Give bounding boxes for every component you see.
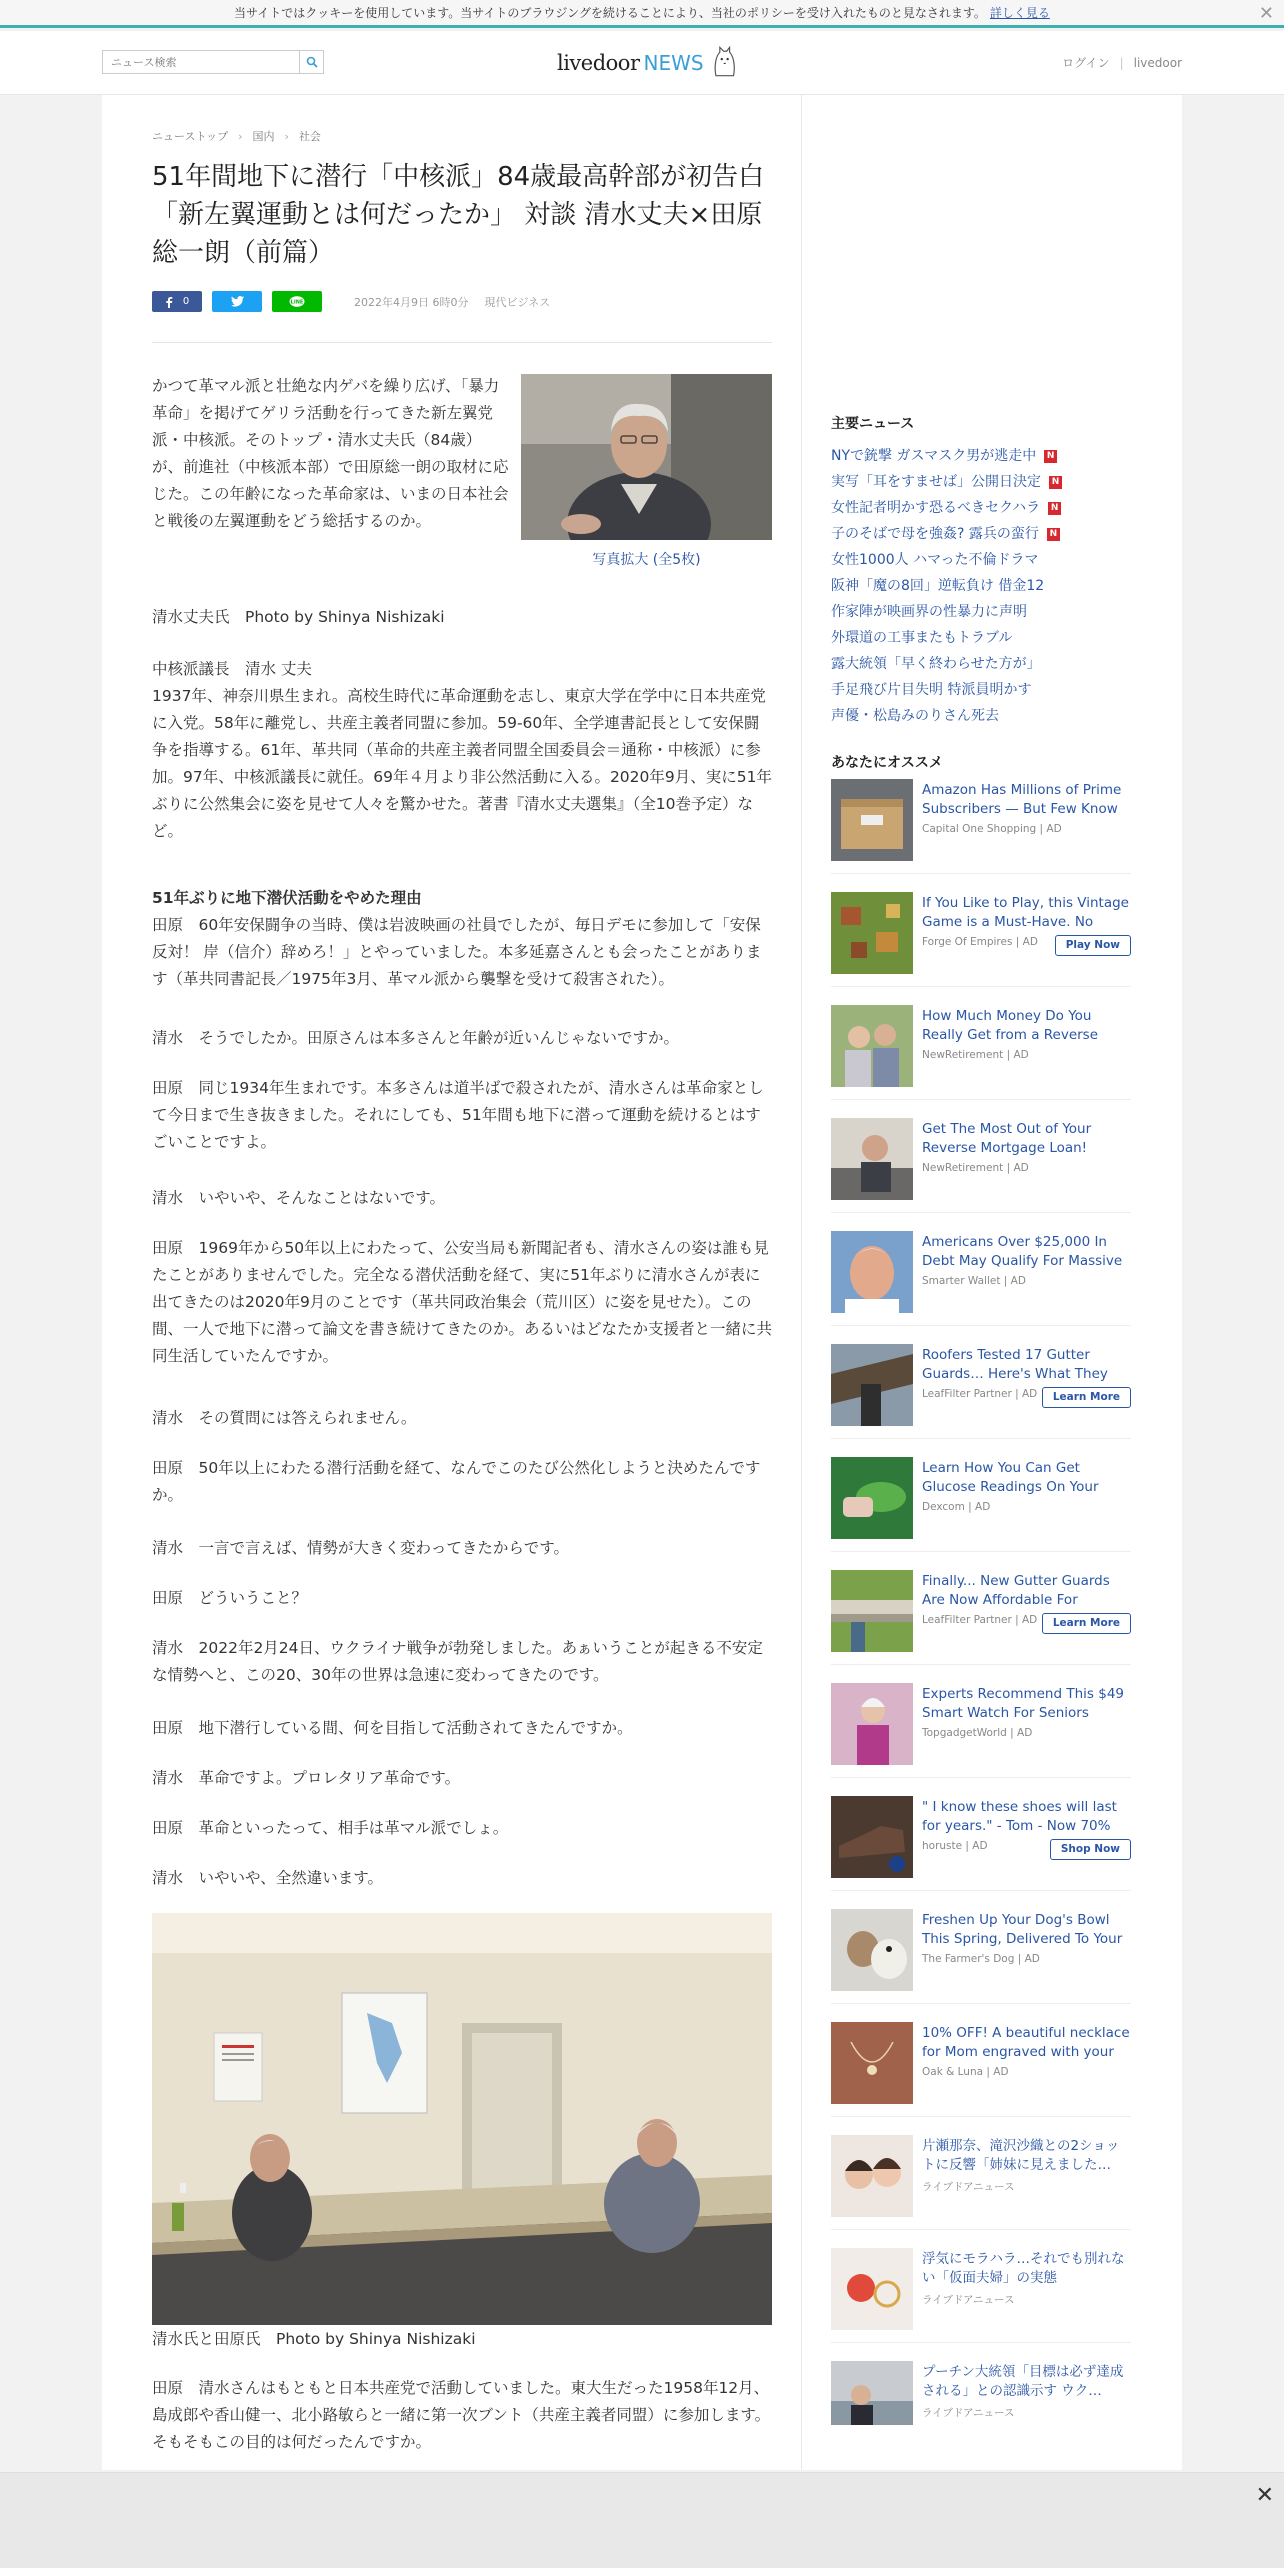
recommend-source: LeafFilter Partner | AD bbox=[922, 1388, 1038, 1400]
recommend-title[interactable]: 10% OFF! A beautiful necklace for Mom engraved with your bbox=[922, 2025, 1130, 2060]
interview-photo[interactable] bbox=[152, 1913, 772, 2325]
search-box bbox=[102, 50, 324, 74]
divider bbox=[831, 2003, 1131, 2004]
divider bbox=[831, 1777, 1131, 1778]
recommend-thumbnail[interactable] bbox=[831, 892, 913, 974]
article-source[interactable]: 現代ビジネス bbox=[484, 295, 551, 309]
bio-heading: 中核派議長 清水 丈夫 bbox=[152, 660, 312, 678]
news-item[interactable] bbox=[831, 469, 1121, 495]
divider bbox=[831, 1212, 1131, 1213]
article-meta bbox=[354, 294, 566, 310]
bottom-ad-banner bbox=[0, 2472, 1284, 2568]
facebook-share-button[interactable] bbox=[152, 291, 202, 312]
news-item-title: NYで銃撃 ガスマスク男が逃走中 bbox=[831, 448, 1037, 464]
breadcrumb bbox=[152, 128, 321, 144]
recommend-thumbnail[interactable] bbox=[831, 1796, 913, 1878]
recommend-thumbnail[interactable] bbox=[831, 2248, 913, 2330]
recommend-thumbnail[interactable] bbox=[831, 1570, 913, 1652]
recommend-source: ライブドアニュース bbox=[922, 2294, 1015, 2306]
cookie-banner bbox=[0, 0, 1284, 28]
recommend-thumbnail[interactable] bbox=[831, 2361, 913, 2443]
site-logo[interactable] bbox=[557, 45, 737, 81]
mascot-icon bbox=[712, 46, 737, 80]
recommend-thumbnail[interactable] bbox=[831, 1457, 913, 1539]
recommend-thumbnail[interactable] bbox=[831, 1909, 913, 1991]
news-item-title: 子のそばで母を強姦? 露兵の蛮行 bbox=[831, 526, 1039, 542]
cookie-more-link[interactable]: 詳しく見る bbox=[989, 6, 1050, 20]
svg-text:LINE: LINE bbox=[290, 299, 304, 306]
twitter-share-button[interactable] bbox=[212, 291, 262, 312]
news-item-title: 外環道の工事またもトラブル bbox=[831, 630, 1013, 646]
article-paragraph: 清水 一言で言えば、情勢が大きく変わってきたからです。 bbox=[152, 1539, 569, 1557]
recommend-card[interactable] bbox=[831, 1570, 1131, 1660]
new-badge: N bbox=[1048, 502, 1061, 515]
recommend-source: ライブドアニュース bbox=[922, 2407, 1015, 2419]
new-badge: N bbox=[1047, 528, 1060, 541]
recommend-card[interactable] bbox=[831, 1683, 1131, 1773]
recommend-title[interactable]: Get The Most Out of Your Reverse Mortgage Loan! bbox=[922, 1121, 1092, 1156]
recommend-title[interactable]: Freshen Up Your Dog's Bowl This Spring, Delivered To Your bbox=[922, 1912, 1123, 1947]
search-input[interactable] bbox=[103, 52, 299, 74]
ad-cta-button[interactable]: Learn More bbox=[1042, 1387, 1131, 1408]
recommend-card[interactable] bbox=[831, 779, 1131, 869]
recommend-title[interactable]: Amazon Has Millions of Prime Subscribers — But Few Know bbox=[922, 782, 1122, 817]
image-expand-link[interactable]: 写真拡大 (全5枚) bbox=[592, 552, 701, 568]
recommend-thumbnail[interactable] bbox=[831, 2135, 913, 2217]
article-paragraph: 田原 同じ1934年生まれです。本多さんは道半ばで殺されたが、清水さんは革命家として今日まで生き抜きました。それにしても、51年間も地下に潜って運動を続けるとはすごいことですよ。 bbox=[152, 1079, 764, 1151]
recommend-card[interactable] bbox=[831, 1457, 1131, 1547]
recommend-source: ライブドアニュース bbox=[922, 2181, 1015, 2193]
news-item-title: 阪神「魔の8回」逆転負け 借金12 bbox=[831, 578, 1045, 594]
recommend-thumbnail[interactable] bbox=[831, 1344, 913, 1426]
recommend-title[interactable]: プーチン大統領「目標は必ず達成される」との認識示す ウク… bbox=[922, 2364, 1124, 2399]
article-date: 2022年4月9日 6時0分 bbox=[354, 295, 469, 309]
cookie-text: 当サイトではクッキーを使用しています。当サイトのブラウジングを続けることにより、当社のポリシーを受け入れたものと見なされます。 bbox=[234, 6, 986, 20]
article-paragraph: 清水 そうでしたか。田原さんは本多さんと年齢が近いんじゃないですか。 bbox=[152, 1029, 680, 1047]
line-icon bbox=[289, 296, 305, 308]
logo-news: NEWS bbox=[643, 51, 704, 75]
divider bbox=[831, 2229, 1131, 2230]
divider bbox=[831, 2342, 1131, 2343]
recommend-title[interactable]: Roofers Tested 17 Gutter Guards… Here's What They bbox=[922, 1347, 1108, 1382]
close-icon[interactable]: ✕ bbox=[1255, 2483, 1274, 2508]
news-item[interactable] bbox=[831, 703, 1121, 729]
news-item-title: 女性記者明かす恐るべきセクハラ bbox=[831, 500, 1041, 516]
recommend-card[interactable] bbox=[831, 1909, 1131, 1999]
recommend-thumbnail[interactable] bbox=[831, 2022, 913, 2104]
recommend-card[interactable] bbox=[831, 1344, 1131, 1434]
ad-cta-button[interactable]: Shop Now bbox=[1050, 1839, 1131, 1860]
facebook-icon bbox=[165, 296, 173, 308]
article-lead: かつて革マル派と壮絶な内ゲバを繰り広げ、「暴力革命」を掲げてゲリラ活動を行ってきた新左翼党派・中核派。そのトップ・清水丈夫氏（84歳）が、前進社（中核派本部）で田原総一朗の取材に応じた。この年齢になった革命家は、いまの日本社会と戦後の左翼運動をどう総括するのか。 bbox=[152, 377, 509, 530]
news-item-title: 実写「耳をすませば」公開日決定 bbox=[831, 474, 1041, 490]
recommend-card[interactable] bbox=[831, 1231, 1131, 1321]
ad-cta-button[interactable]: Learn More bbox=[1042, 1613, 1131, 1634]
article-paragraph: 清水 いやいや、そんなことはないです。 bbox=[152, 1189, 445, 1207]
recommend-card[interactable] bbox=[831, 2361, 1131, 2451]
breadcrumb-item[interactable]: ニューストップ bbox=[152, 130, 229, 143]
logo-livedoor: livedoor bbox=[557, 51, 640, 75]
recommend-thumbnail[interactable] bbox=[831, 779, 913, 861]
twitter-icon bbox=[231, 296, 244, 307]
recommend-title[interactable]: " I know these shoes will last for years." - Tom - Now 70% bbox=[922, 1799, 1117, 1834]
breadcrumb-item[interactable]: 社会 bbox=[298, 130, 321, 143]
recommend-thumbnail[interactable] bbox=[831, 1683, 913, 1765]
news-item[interactable] bbox=[831, 625, 1121, 651]
line-share-button[interactable] bbox=[272, 291, 322, 312]
cookie-close-icon[interactable]: ✕ bbox=[1258, 3, 1274, 24]
news-item-title: 作家陣が映画界の性暴力に声明 bbox=[831, 604, 1027, 620]
facebook-count: 0 bbox=[182, 296, 190, 307]
recommend-title[interactable]: How Much Money Do You Really Get from a Reverse bbox=[922, 1008, 1099, 1043]
divider bbox=[831, 1438, 1131, 1439]
photo-caption: 清水丈夫氏 Photo by Shinya Nishizaki bbox=[152, 608, 445, 626]
article-paragraph: 田原 地下潜行している間、何を目指して活動されてきたんですか。 bbox=[152, 1719, 633, 1737]
recommend-card[interactable] bbox=[831, 1005, 1131, 1095]
recommend-card[interactable] bbox=[831, 2248, 1131, 2338]
recommend-source: LeafFilter Partner | AD bbox=[922, 1614, 1038, 1626]
news-item-title: 女性1000人 ハマった不倫ドラマ bbox=[831, 552, 1039, 568]
breadcrumb-item[interactable]: 国内 bbox=[252, 130, 275, 143]
site-header bbox=[0, 31, 1284, 95]
article-paragraph: 清水 いやいや、全然違います。 bbox=[152, 1869, 383, 1887]
divider bbox=[831, 1325, 1131, 1326]
login-link[interactable]: ログイン bbox=[1062, 56, 1110, 70]
divider bbox=[831, 2116, 1131, 2117]
news-item[interactable] bbox=[831, 547, 1121, 573]
recommend-heading: あなたにオススメ bbox=[831, 755, 943, 771]
recommend-source: The Farmer's Dog | AD bbox=[922, 1953, 1040, 1965]
recommend-card[interactable] bbox=[831, 892, 1131, 982]
main-news-heading: 主要ニュース bbox=[831, 416, 915, 432]
recommend-source: NewRetirement | AD bbox=[922, 1049, 1029, 1061]
news-item[interactable] bbox=[831, 521, 1121, 547]
article-paragraph: 田原 50年以上にわたる潜行活動を経て、なんでこのたび公然化しようと決めたんですか。 bbox=[152, 1459, 761, 1504]
divider bbox=[831, 873, 1131, 874]
divider bbox=[831, 1890, 1131, 1891]
recommend-title[interactable]: Americans Over $25,000 In Debt May Qualify For Massive bbox=[922, 1234, 1123, 1269]
article-title: 51年間地下に潜行「中核派」84歳最高幹部が初告白「新左翼運動とは何だったか」 対談 清水丈夫×田原総一朗（前篇） bbox=[152, 162, 765, 268]
chevron-right-icon: › bbox=[284, 130, 289, 143]
nav-separator: | bbox=[1119, 56, 1124, 70]
photo-caption: 清水氏と田原氏 Photo by Shinya Nishizaki bbox=[152, 2330, 476, 2348]
article-paragraph: 田原 清水さんはもともと日本共産党で活動していました。東大生だった1958年12月、島成郎や香山健一、北小路敏らと一緒に第一次ブント（共産主義者同盟）に参加します。そもそもこの目的は何だったんですか。 bbox=[152, 2379, 771, 2451]
news-item-title: 露大統領「早く終わらせた方が」 bbox=[831, 656, 1041, 672]
news-item-title: 手足飛び片目失明 特派員明かす bbox=[831, 682, 1032, 698]
recommend-source: Forge Of Empires | AD bbox=[922, 936, 1038, 948]
bio-text: 1937年、神奈川県生まれ。高校生時代に革命運動を志し、東京大学在学中に日本共産党に入党。58年に離党し、共産主義者同盟に参加。59-60年、全学連書記長として安保闘争を指導する。61年、革共同（革命的共産主義者同盟全国委員会＝通称・中核派）に参加。97年、中核派議長に就任。69年４月より非公然活動に入る。2020年9月、実に51年ぶりに公然集会に姿を見せて人々を驚かせた。著書『清水丈夫選集』（全10巻予定）など。 bbox=[152, 687, 772, 840]
chevron-right-icon: › bbox=[238, 130, 243, 143]
news-item[interactable] bbox=[831, 599, 1121, 625]
divider bbox=[152, 342, 772, 343]
article-paragraph: 清水 その質問には答えられません。 bbox=[152, 1409, 417, 1427]
recommend-source: Dexcom | AD bbox=[922, 1501, 991, 1513]
recommend-source: horuste | AD bbox=[922, 1840, 988, 1852]
recommend-source: Oak & Luna | AD bbox=[922, 2066, 1009, 2078]
divider bbox=[831, 986, 1131, 987]
recommend-source: NewRetirement | AD bbox=[922, 1162, 1029, 1174]
search-button[interactable] bbox=[299, 51, 323, 73]
article-paragraph: 田原 1969年から50年以上にわたって、公安当局も新聞記者も、清水さんの姿は誰も見たことがありませんでした。完全なる潜伏活動を経て、実に51年ぶりに清水さんが表に出てきたのは2020年9月のことです（革共同政治集会（荒川区）に姿を見せた）。この間、一人で地下に潜って論文を書き続けてきたのか。あるいはどなたか支援者と一緒に共同生活していたんですか。 bbox=[152, 1239, 773, 1365]
recommend-card[interactable] bbox=[831, 1118, 1131, 1208]
recommend-title[interactable]: 浮気にモラハラ…それでも別れない「仮面夫婦」の実態 bbox=[922, 2251, 1125, 2286]
article-paragraph: 田原 どういうこと？ bbox=[152, 1589, 308, 1607]
livedoor-link[interactable]: livedoor bbox=[1133, 56, 1182, 70]
article-paragraph: 清水 革命ですよ。プロレタリア革命です。 bbox=[152, 1769, 461, 1787]
recommend-title[interactable]: 片瀬那奈、滝沢沙織との2ショットに反響「姉妹に見えました… bbox=[922, 2138, 1120, 2173]
ad-cta-button[interactable]: Play Now bbox=[1055, 935, 1131, 956]
news-item[interactable] bbox=[831, 677, 1121, 703]
news-item[interactable] bbox=[831, 443, 1121, 469]
recommend-card[interactable] bbox=[831, 2022, 1131, 2112]
article-paragraph: 清水 2022年2月24日、ウクライナ戦争が勃発しました。あぁいうことが起きる不安定な情勢へと、この20、30年の世界は急速に変わってきたのです。 bbox=[152, 1639, 763, 1684]
article-paragraph: 田原 60年安保闘争の当時、僕は岩波映画の社員でしたが、毎日デモに参加して「安保反対！ 岸（信介）辞めろ！」とやっていました。本多延嘉さんとも会ったことがあります（革共同書記長／1975年3月、革マル派から襲撃を受けて殺害された）。 bbox=[152, 916, 762, 988]
new-badge: N bbox=[1049, 476, 1062, 489]
section-subhead: 51年ぶりに地下潜伏活動をやめた理由 bbox=[152, 889, 422, 907]
divider bbox=[831, 1551, 1131, 1552]
recommend-source: TopgadgetWorld | AD bbox=[922, 1727, 1033, 1739]
recommend-title[interactable]: Learn How You Can Get Glucose Readings On Your bbox=[922, 1460, 1099, 1495]
column-divider bbox=[801, 95, 802, 2470]
recommend-title[interactable]: If You Like to Play, this Vintage Game is a Must-Have. No bbox=[922, 895, 1129, 930]
header-nav bbox=[1062, 54, 1182, 71]
recommend-source: Capital One Shopping | AD bbox=[922, 823, 1062, 835]
article-paragraph: 田原 革命といったって、相手は革マル派でしょ。 bbox=[152, 1819, 509, 1837]
recommend-card[interactable] bbox=[831, 1796, 1131, 1886]
share-bar bbox=[152, 291, 566, 312]
news-item[interactable] bbox=[831, 651, 1121, 677]
recommend-title[interactable]: Finally... New Gutter Guards Are Now Affordable For bbox=[922, 1573, 1110, 1608]
divider bbox=[831, 1099, 1131, 1100]
news-item-title: 声優・松島みのりさん死去 bbox=[831, 708, 999, 724]
news-item[interactable] bbox=[831, 495, 1121, 521]
recommend-thumbnail[interactable] bbox=[831, 1231, 913, 1313]
recommend-thumbnail[interactable] bbox=[831, 1005, 913, 1087]
divider bbox=[831, 1664, 1131, 1665]
news-item[interactable] bbox=[831, 573, 1121, 599]
recommend-source: Smarter Wallet | AD bbox=[922, 1275, 1026, 1287]
lead-photo[interactable] bbox=[521, 374, 772, 540]
search-icon bbox=[306, 56, 318, 68]
recommend-thumbnail[interactable] bbox=[831, 1118, 913, 1200]
new-badge: N bbox=[1044, 450, 1057, 463]
recommend-title[interactable]: Experts Recommend This $49 Smart Watch For Seniors bbox=[922, 1686, 1124, 1721]
recommend-card[interactable] bbox=[831, 2135, 1131, 2225]
